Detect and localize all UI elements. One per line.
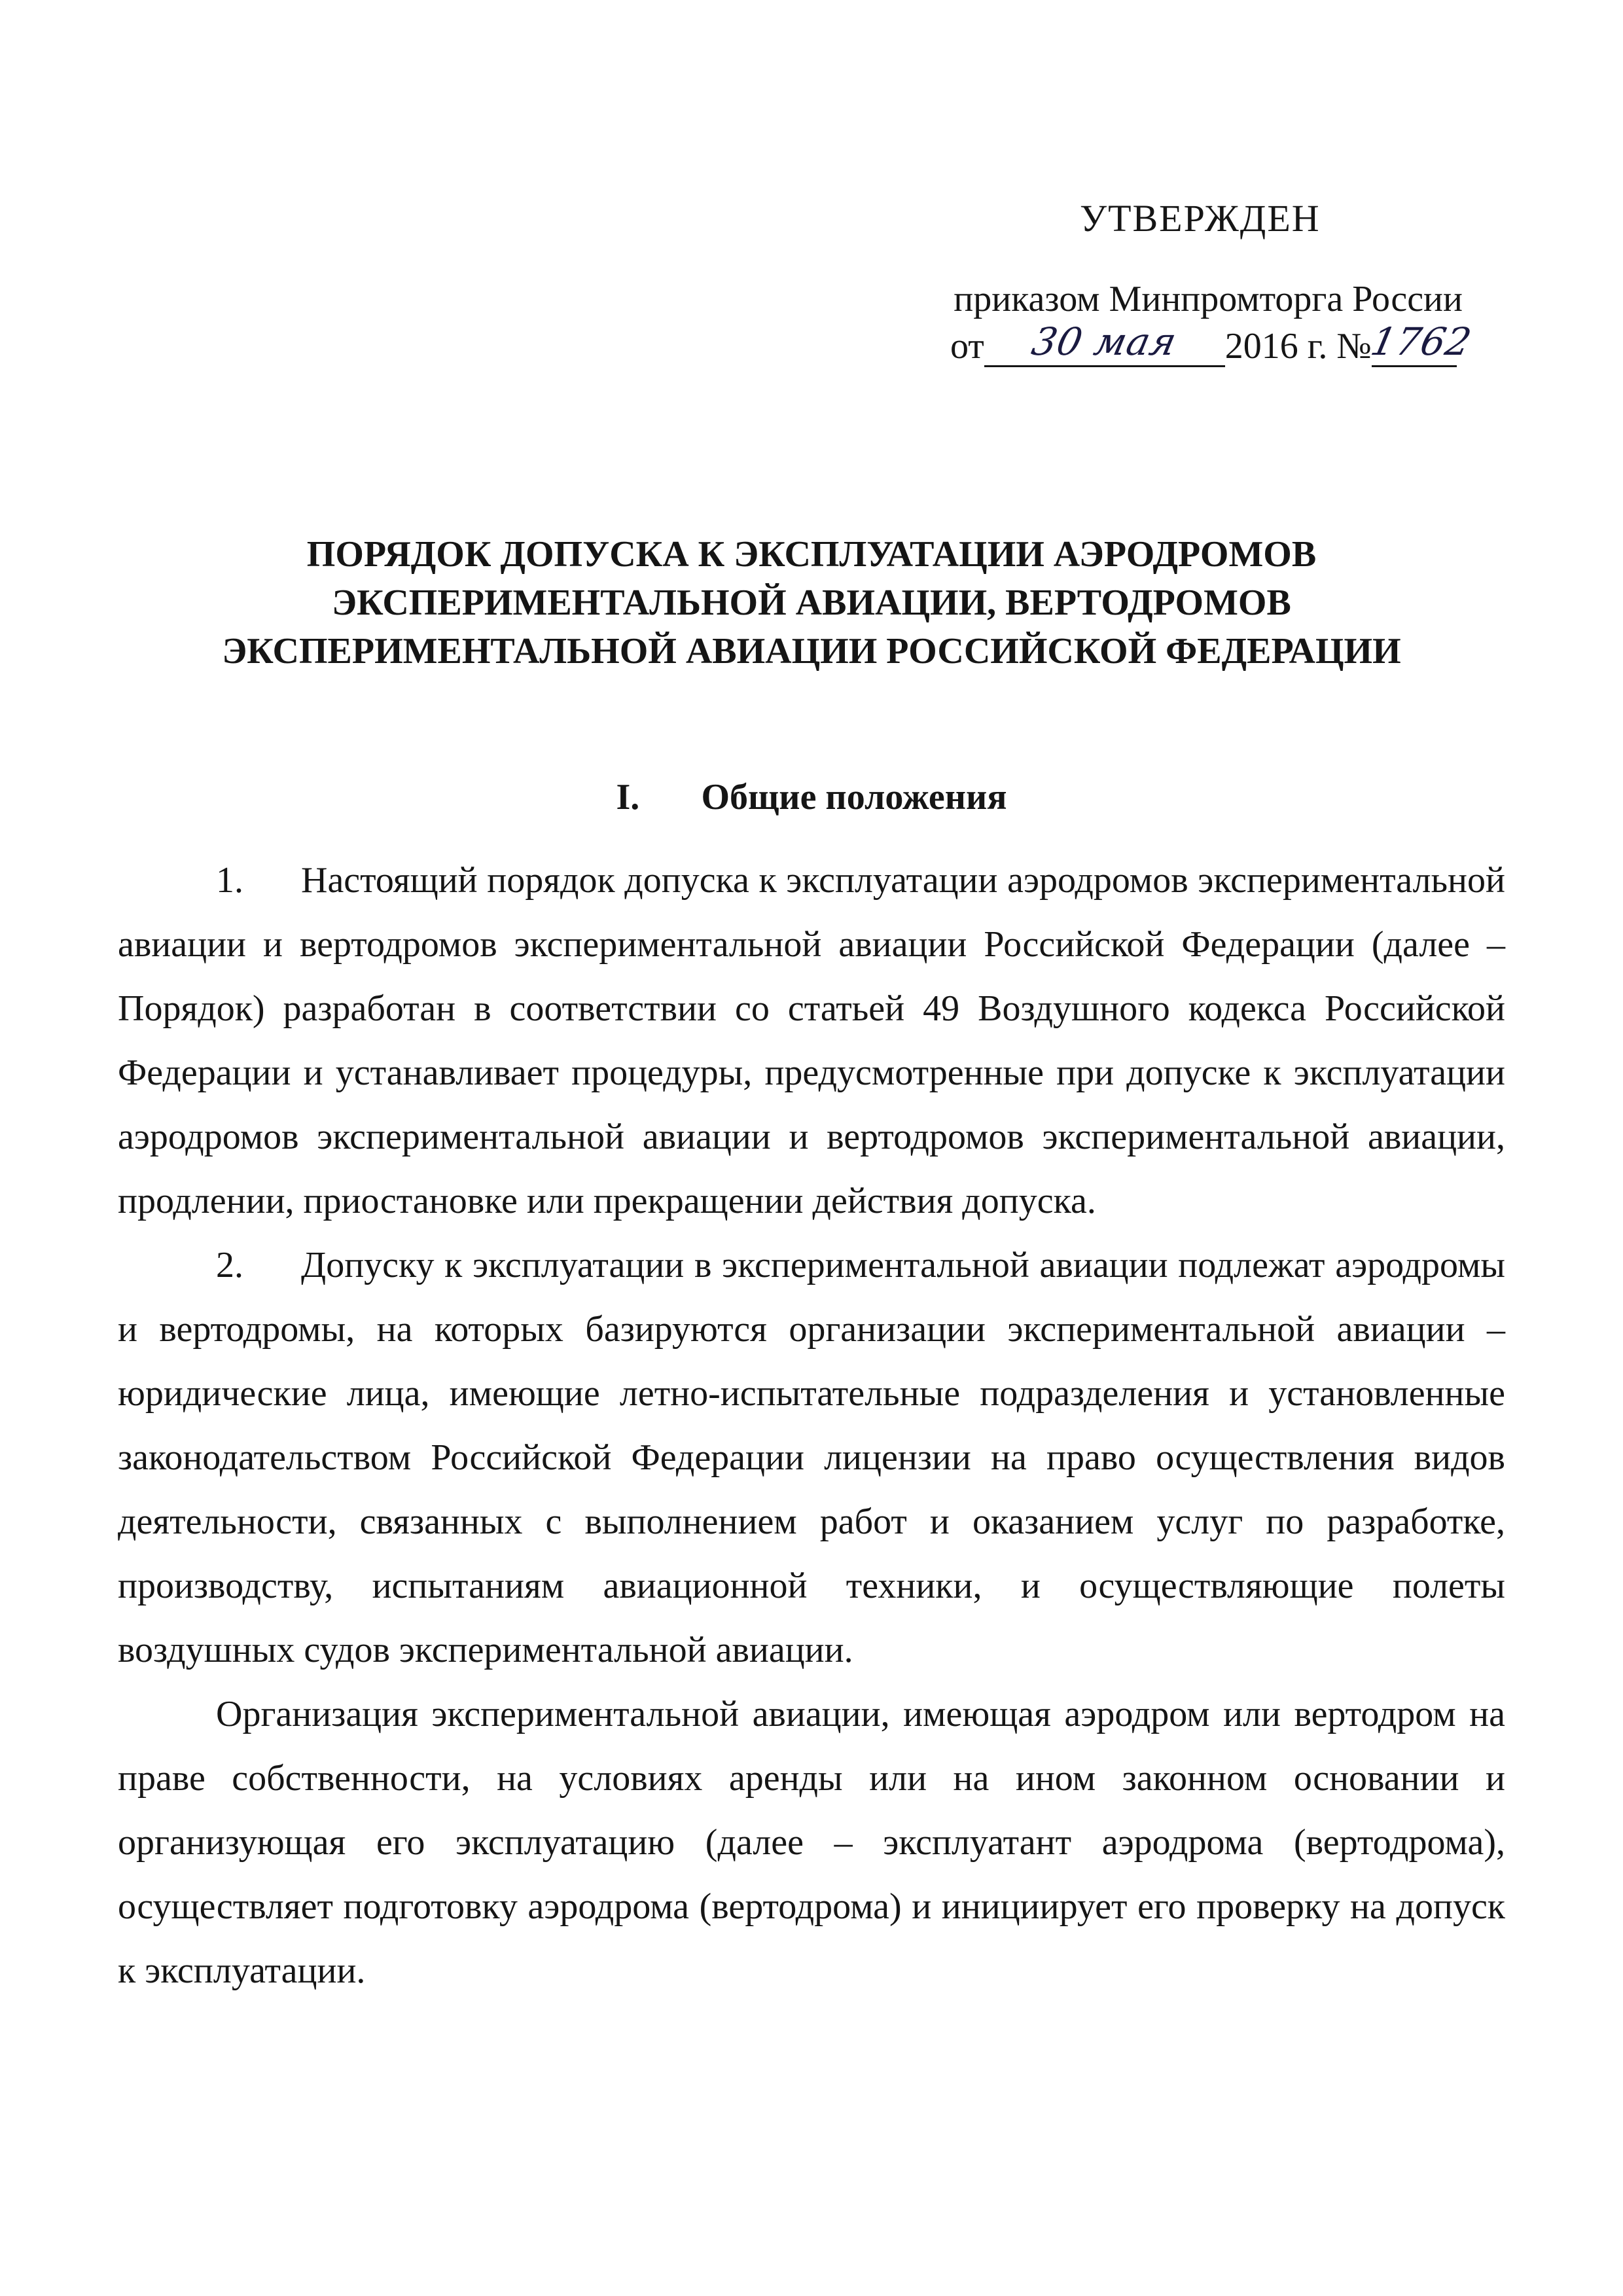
title-line: ЭКСПЕРИМЕНТАЛЬНОЙ АВИАЦИИ РОССИЙСКОЙ ФЕДЕРАЦИИ <box>222 631 1401 672</box>
document-title <box>131 530 1492 675</box>
paragraph-text: Настоящий порядок допуска к эксплуатации аэродромов экспериментальной авиации и вертодромов экспериментальной авиации Российской Федерации (далее – Порядок) разработан в соответствии со статьей 49 Воздушного кодекса Российской Федерации и устанавливает процедуры, предусмотренные при допуске к эксплуатации аэродромов экспериментальной авиации и вертодромов экспериментальной авиации, продлении, приостановке или прекращении действия допуска. <box>118 860 1505 1221</box>
section-heading <box>131 776 1492 818</box>
year-and-number-label: 2016 г. № <box>1224 326 1372 367</box>
paragraph-number: 2. <box>216 1245 243 1285</box>
section-number: I. <box>616 777 640 817</box>
document-body <box>118 848 1505 2003</box>
paragraph-number: 1. <box>216 860 243 901</box>
handwritten-number: 1762 <box>1366 319 1476 364</box>
paragraph-2-continuation <box>118 1682 1505 2003</box>
paragraph-1 <box>118 848 1505 1233</box>
handwritten-number-field <box>1366 319 1476 367</box>
date-prefix: от <box>950 326 984 367</box>
title-line: ЭКСПЕРИМЕНТАЛЬНОЙ АВИАЦИИ, ВЕРТОДРОМОВ <box>332 583 1291 623</box>
approval-date-line <box>950 319 1476 367</box>
paragraph-text: Допуску к эксплуатации в экспериментальной авиации подлежат аэродромы и вертодромы, на которых базируются организации экспериментальной авиации – юридические лица, имеющие летно-испытательные подразделения и установленные законодательством Российской Федерации лицензии на право осуществления видов деятельности, связанных с выполнением работ и оказанием услуг по разработке, производству, испытаниям авиационной техники, и осуществляющие полеты воздушных судов экспериментальной авиации. <box>118 1245 1505 1670</box>
handwritten-date-field <box>984 319 1225 367</box>
approval-order-line: приказом Минпромторга России <box>954 279 1463 319</box>
section-title: Общие положения <box>701 777 1007 817</box>
paragraph-2 <box>118 1233 1505 1682</box>
handwritten-date: 30 мая <box>1027 319 1181 364</box>
approval-stamp: УТВЕРЖДЕН <box>1080 197 1321 240</box>
title-line: ПОРЯДОК ДОПУСКА К ЭКСПЛУАТАЦИИ АЭРОДРОМОВ <box>306 534 1317 575</box>
paragraph-text: Организация экспериментальной авиации, имеющая аэродром или вертодром на праве собственности, на условиях аренды или на ином законном основании и организующая его эксплуатацию (далее – эксплуатант аэродрома (вертодрома), осуществляет подготовку аэродрома (вертодрома) и инициирует его проверку на допуск к эксплуатации. <box>118 1694 1505 1991</box>
